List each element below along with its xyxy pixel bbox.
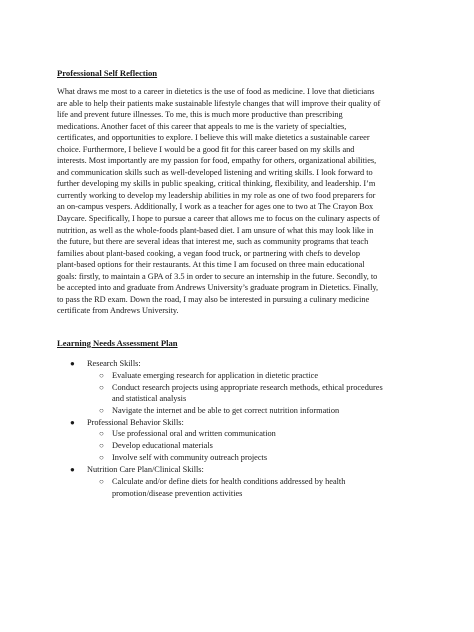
plan-section-label: Research Skills:: [87, 359, 141, 368]
paragraph-line: certificate from Andrews University.: [57, 306, 179, 316]
plan-section-label: Nutrition Care Plan/Clinical Skills:: [87, 465, 204, 474]
bullet-ring-icon: ○: [99, 371, 104, 380]
paragraph-line: nutrition, as well as the whole-foods plant-based diet. I am unsure of what this may look like in: [57, 225, 374, 235]
bullet-ring-icon: ○: [99, 429, 104, 438]
bullet-ring-icon: ○: [99, 406, 104, 415]
plan-heading: Learning Needs Assessment Plan: [57, 338, 178, 348]
bullet-dot-icon: ●: [70, 359, 75, 368]
paragraph-line: What draws me most to a career in dietetics is the use of food as medicine. I love that dieticians: [57, 87, 375, 96]
paragraph-line: to pass the RD exam. Down the road, I may also be interested in pursuing a culinary medicine: [57, 294, 370, 304]
paragraph-line: are able to help their patients make sustainable lifestyle changes that will improve their quality of: [57, 98, 381, 108]
bullet-dot-icon: ●: [70, 418, 75, 427]
bullet-ring-icon: ○: [99, 453, 104, 462]
bullet-ring-icon: ○: [99, 441, 104, 450]
paragraph-line: certificates, and opportunities to explore. I believe this will make dietetics a sustainable career: [57, 133, 370, 143]
paragraph-line: be accepted into and graduate from Andrews University’s graduate program in Dietetics. Finally,: [57, 283, 379, 293]
bullet-ring-icon: ○: [99, 477, 104, 486]
paragraph-line: currently working to develop my leadership abilities in my role as one of two food preparers for: [57, 190, 376, 200]
plan-item: Navigate the internet and be able to get correct nutrition information: [112, 406, 340, 415]
paragraph-line: further developing my skills in public speaking, critical thinking, flexibility, and leadership. I’m: [57, 179, 376, 189]
paragraph-line: life and prevent future illnesses. To me, this is much more productive than prescribing: [57, 110, 343, 120]
paragraph-line: an on-campus vespers. Additionally, I work as a teacher for ages one to two at The Crayon Box: [57, 202, 374, 212]
paragraph-line: interests. Most importantly are my passion for food, empathy for others, organizational abilities,: [57, 156, 377, 166]
paragraph-line: the future, but there are several ideas that interest me, such as community programs that teach: [57, 237, 369, 247]
plan-item: Develop educational materials: [112, 441, 213, 450]
reflection-paragraph: [57, 86, 423, 317]
paragraph-line: goals: firstly, to maintain a GPA of 3.5 in order to secure an internship in the future. Secondly, to: [57, 271, 378, 281]
reflection-heading: Professional Self Reflection: [57, 68, 158, 78]
plan-item: Conduct research projects using appropriate research methods, ethical procedures: [112, 383, 383, 392]
paragraph-line: plant-based options for their restaurants. At this time I am focused on three main educational: [57, 260, 365, 270]
paragraph-line: families about plant-based cooking, a vegan food truck, or partnering with chefs to develop: [57, 248, 360, 258]
paragraph-line: medications. Another facet of this career that appeals to me is the variety of specialties,: [57, 121, 347, 131]
plan-item-continued: and statistical analysis: [112, 394, 187, 403]
plan-item: Evaluate emerging research for application in dietetic practice: [112, 371, 319, 380]
plan-item: Use professional oral and written communication: [112, 429, 276, 438]
plan-item-continued: promotion/disease prevention activities: [112, 489, 243, 498]
paragraph-line: and communication skills such as well-developed listening and writing skills. I look forward to: [57, 167, 373, 177]
paragraph-line: Daycare. Specifically, I hope to pursue a career that allows me to focus on the culinary aspects of: [57, 214, 380, 224]
bullet-dot-icon: ●: [70, 465, 75, 474]
plan-section-label: Professional Behavior Skills:: [87, 418, 184, 427]
bullet-ring-icon: ○: [99, 383, 104, 392]
paragraph-line: choice. Furthermore, I believe I would be a good fit for this career based on my skills and: [57, 144, 355, 154]
plan-item: Calculate and/or define diets for health conditions addressed by health: [112, 477, 346, 486]
plan-item: Involve self with community outreach projects: [112, 453, 268, 462]
